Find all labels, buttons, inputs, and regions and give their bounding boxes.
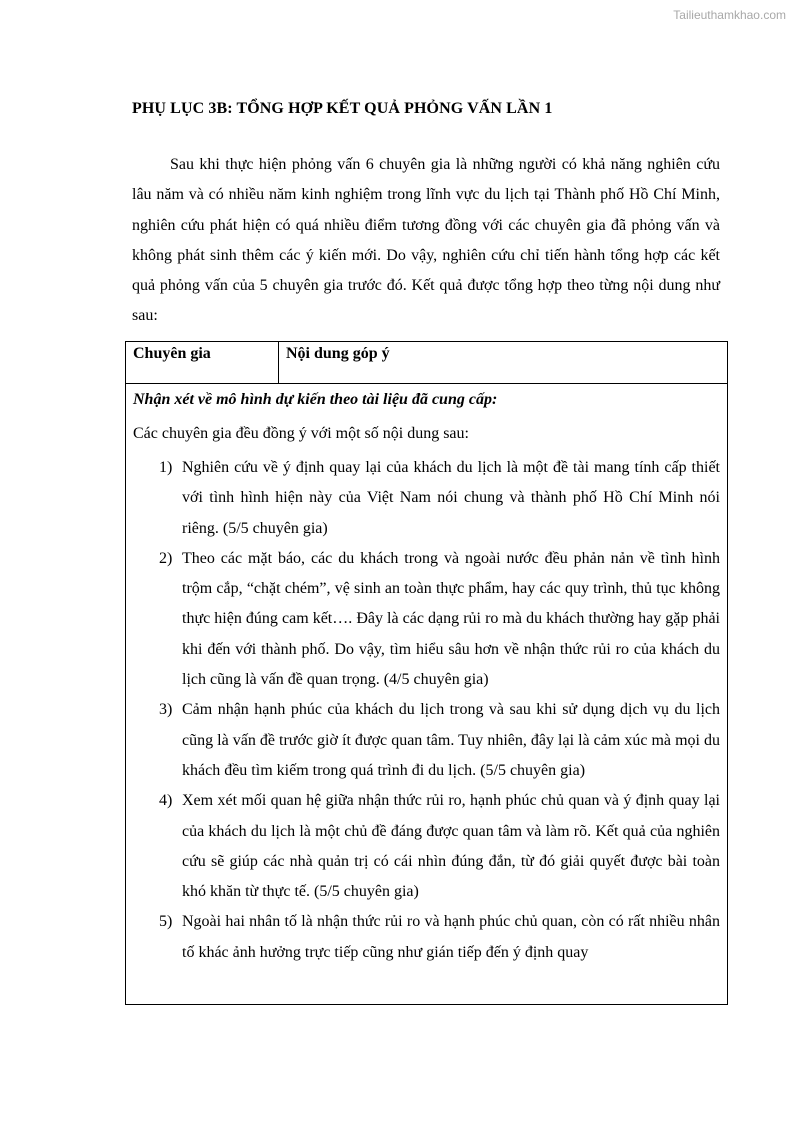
table-header-row [126, 342, 727, 384]
list-item-number: 4) [159, 792, 173, 810]
list-item-number: 1) [159, 459, 173, 476]
points-list [133, 453, 720, 968]
list-item [133, 695, 720, 786]
list-item [133, 907, 720, 968]
summary-table [125, 341, 728, 1005]
list-item [133, 453, 720, 544]
page-title: PHỤ LỤC 3B: TỔNG HỢP KẾT QUẢ PHỎNG VẤN LẦN 1 [132, 100, 553, 117]
list-item-text: Ngoài hai nhân tố là nhận thức rủi ro và hạnh phúc chủ quan, còn có rất nhiều nhân tố khác ảnh hưởng trực tiếp cũng như gián tiếp đến ý định quay [182, 913, 720, 961]
list-item-number: 3) [159, 701, 173, 719]
list-item-number: 2) [159, 549, 173, 567]
watermark: Tailieuthamkhao.com [673, 8, 786, 22]
header-expert: Chuyên gia [126, 342, 279, 383]
list-item-text: Theo các mặt báo, các du khách trong và ngoài nước đều phản nản về tình hình trộm cắp, “chặt chém”, vệ sinh an toàn thực phẩm, hay các quy trình, thủ tục không thực hiện đúng cam kết…. Đây là các dạng rủi ro mà du khách thường hay gặp phải khi đến với thành phố. Do vậy, tìm hiểu sâu hơn về nhận thức rủi ro của khách du lịch cũng là vấn đề quan trọng. (4/5 chuyên gia) [182, 549, 720, 689]
intro-paragraph: Sau khi thực hiện phỏng vấn 6 chuyên gia là những người có khả năng nghiên cứu lâu năm và có nhiều năm kinh nghiệm trong lĩnh vực du lịch tại Thành phố Hồ Chí Minh, nghiên cứu phát hiện có quá nhiều điểm tương đồng với các chuyên gia đã phỏng vấn và không phát sinh thêm các ý kiến mới. Do vậy, nghiên cứu chỉ tiến hành tổng hợp các kết quả phỏng vấn của 5 chuyên gia trước đó. Kết quả được tổng hợp theo từng nội dung như sau: [132, 156, 720, 325]
section-title: Nhận xét về mô hình dự kiến theo tài liệu đã cung cấp: [133, 391, 498, 408]
list-item [133, 544, 720, 695]
table-body-cell [126, 384, 727, 968]
header-feedback: Nội dung góp ý [286, 345, 390, 362]
list-item-text: Nghiên cứu về ý định quay lại của khách du lịch là một đề tài mang tính cấp thiết với tình hình hiện này của Việt Nam nói chung và thành phố Hồ Chí Minh nói riêng. (5/5 chuyên gia) [182, 459, 720, 537]
list-item-number: 5) [159, 913, 173, 931]
list-item-text: Cảm nhận hạnh phúc của khách du lịch trong và sau khi sử dụng dịch vụ du lịch cũng là vấn đề trước giờ ít được quan tâm. Tuy nhiên, đây lại là cảm xúc mà mọi du khách đều tìm kiếm trong quá trình đi du lịch. (5/5 chuyên gia) [182, 701, 720, 779]
list-item-text: Xem xét mối quan hệ giữa nhận thức rủi ro, hạnh phúc chủ quan và ý định quay lại của khách du lịch là một chủ đề đáng được quan tâm và làm rõ. Kết quả của nghiên cứu sẽ giúp các nhà quản trị có cái nhìn đúng đắn, từ đó giải quyết được bài toàn khó khăn từ thực tế. (5/5 chuyên gia) [182, 792, 720, 901]
list-item [133, 786, 720, 907]
lead-text: Các chuyên gia đều đồng ý với một số nội dung sau: [133, 425, 469, 442]
